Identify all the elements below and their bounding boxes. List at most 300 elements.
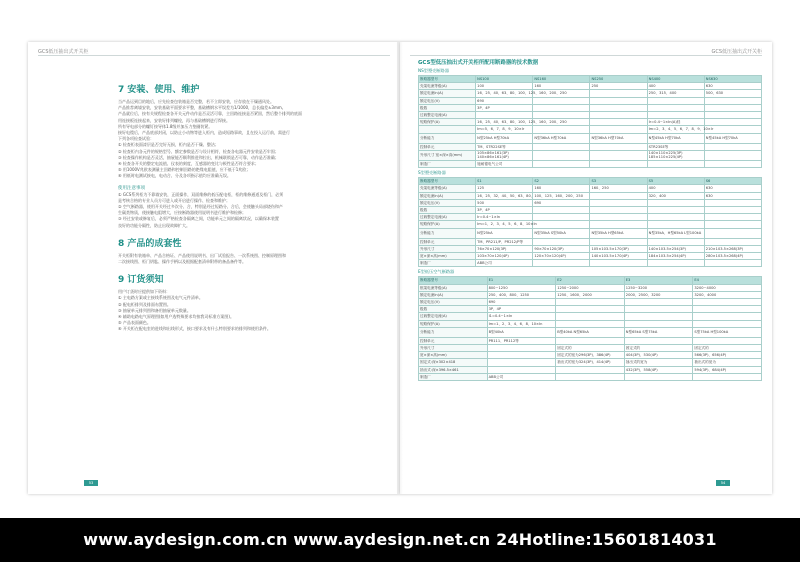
table-cell: 630	[704, 185, 761, 192]
table-cell: Im=2、3、4、5、6、7、8、9、10×Ir	[648, 127, 714, 132]
table-cell	[647, 199, 704, 206]
row-label: 分断能力	[419, 228, 476, 238]
table-cell	[704, 260, 761, 267]
row-label: 外形尺寸	[419, 345, 488, 352]
table-cell: 16、25、40、63、80、100、125、160、200、250	[477, 120, 567, 125]
ordering-items	[118, 295, 378, 332]
running-head: GCS低压抽出式开关柜	[711, 49, 762, 55]
table-cell	[647, 214, 704, 221]
table-title: S型塑壳断路器	[418, 170, 446, 176]
table-cell	[556, 299, 625, 306]
row-label: 制造厂	[419, 161, 476, 168]
row-label: 控制单元	[419, 337, 488, 344]
row-label: 宽×深×高(mm)	[419, 352, 488, 359]
table-cell	[590, 260, 647, 267]
table-cell	[533, 260, 590, 267]
table-cell	[704, 104, 761, 111]
check-item: ⑥ 用低时电测试接电，电动合、分及各项指示值均应准确无误。	[118, 173, 231, 179]
running-head: GCS低压抽出式开关柜	[38, 49, 89, 55]
table-title: NS型塑壳断路器	[418, 68, 449, 73]
table-row	[419, 277, 762, 284]
table-cell: B型40kA N型65kA	[556, 327, 625, 337]
table-cell: NS100	[476, 76, 533, 83]
table-cell	[624, 373, 693, 380]
table-cell: Ir=0.4~1×In(A)档	[647, 119, 704, 126]
table-cell	[487, 345, 556, 352]
section-title-ordering: 9 订货须知	[118, 275, 164, 286]
header-rule	[410, 55, 762, 56]
table-cell	[556, 337, 625, 344]
row-label: 极数	[419, 306, 488, 313]
table-cell: 400	[647, 185, 704, 192]
table-cell: 固定式的	[624, 345, 693, 352]
row-label: 制造厂	[419, 373, 488, 380]
table-cell: E1	[487, 277, 556, 284]
order-item: ⑤ 产品表面颜色。	[118, 320, 151, 326]
table-cell	[533, 161, 590, 168]
table-row	[419, 126, 762, 133]
table-cell: N型25kA	[476, 228, 533, 238]
row-label: 额定电压(V)	[419, 199, 476, 206]
table-cell: E3	[624, 277, 693, 284]
row-label: 抽出式:深×396.5×461	[419, 366, 488, 373]
table-cell: 3P、4P	[476, 207, 533, 214]
table-cell: 184×103.5×254(4P)	[647, 253, 704, 260]
table-cell	[704, 199, 761, 206]
table-cell: 16、25、40、63、80、100、125、160、200、250	[477, 91, 567, 96]
table-cell: 3200~4000	[693, 284, 762, 291]
table-cell: Im=1、2、3、4、6、8、10×In	[487, 320, 556, 327]
table-cell: 90×70×120(3P)	[533, 245, 590, 252]
table-cell	[590, 90, 647, 97]
table-cell	[624, 299, 693, 306]
table-row	[419, 185, 762, 192]
table-cell	[693, 313, 762, 320]
table-cell: S2	[533, 178, 590, 185]
table-cell: 140×103.5×254(3P)	[647, 245, 704, 252]
row-label: 制造厂	[419, 260, 476, 267]
row-label: 极数	[419, 104, 476, 111]
table-cell: S3	[590, 178, 647, 185]
table-cell	[590, 143, 647, 150]
table-cell: 690	[487, 299, 556, 306]
table-cell	[704, 150, 761, 160]
table-cell: 690	[476, 97, 533, 104]
table-cell: Im=1、2、3、4、5、6、8、10×In	[477, 222, 537, 227]
table-cell: N型35kA H型65kA	[590, 228, 647, 238]
table-cell	[590, 207, 647, 214]
table-cell	[487, 359, 556, 366]
table-cell: NS250	[590, 76, 647, 83]
table-cell: N型35kA S型50kA	[533, 228, 590, 238]
footer-banner	[0, 518, 800, 562]
note-line: ③ 经过安装或修复后，必须严格检查各隔离之间，功能单元之间的隔离状况，以确保本装置	[118, 216, 279, 222]
spec-table	[418, 177, 762, 267]
table-cell: 500、630	[704, 90, 761, 97]
table-cell: N型36kA H型70kA	[533, 133, 590, 143]
table-cell: 16、25、32、40、50、63、80、100、125、160、200、250	[477, 193, 583, 198]
table-row	[419, 104, 762, 111]
table-cell: I1=0.4~1×In	[487, 313, 556, 320]
table-cell	[693, 337, 762, 344]
table-cell: 固定式的宽为296(3P)、386(4P)	[556, 352, 625, 359]
table-cell: 404(3P)、530(4P)	[624, 352, 693, 359]
notes-title: 使用注意事项	[118, 185, 145, 191]
row-label: 外形尺寸	[419, 245, 476, 252]
completeness-paragraphs	[118, 253, 378, 265]
row-label: 断路器型号	[419, 76, 476, 83]
table-cell	[704, 238, 761, 245]
table-row	[419, 178, 762, 185]
table-cell: 800~1250	[487, 284, 556, 291]
breaker-tables	[418, 68, 762, 381]
table-cell: Ir=0.4~1×In	[476, 214, 533, 221]
table-cell	[487, 352, 556, 359]
table-cell: 250、315、400	[647, 90, 704, 97]
row-label: 过载整定电流(A)	[419, 112, 476, 119]
row-label: 过载整定电流(A)	[419, 313, 488, 320]
section-title-completeness: 8 产品的成套性	[118, 238, 182, 249]
table-row	[419, 214, 762, 221]
table-cell: 抽出式的宽为	[693, 359, 762, 366]
table-cell	[590, 221, 647, 228]
table-row	[419, 150, 762, 160]
order-item: ② 配电柜排列及排面布置图。	[118, 301, 171, 307]
table-cell	[590, 97, 647, 104]
table-cell	[704, 143, 761, 150]
table-cell	[590, 199, 647, 206]
table-cell	[590, 192, 647, 199]
table-cell: 210×103.5×268(3P)	[704, 245, 761, 252]
row-label: 额定电压(V)	[419, 299, 488, 306]
table-cell: 施耐德电气公司	[476, 161, 533, 168]
table-cell	[476, 112, 533, 119]
order-item: ④ 辅助电路电气原理图(如用户选特殊要求均按我司标准方案图)。	[118, 314, 234, 320]
body-line: 开关柜附有装箱单、产品合格证、产品使用说明书、出厂试验报告、一次系统图、控制原理图和	[118, 252, 286, 258]
row-label: 框架电流等级(A)	[419, 284, 488, 291]
table-cell	[590, 150, 647, 160]
table-cell: 280×103.5×268(4P)	[704, 253, 761, 260]
usage-notes	[118, 192, 378, 229]
table-cell: 1250、1600、2000	[556, 291, 625, 298]
tech-data-title: GCS型低压抽出式开关柜所配用断路器的技术数据	[418, 60, 539, 66]
table-cell: 160、250	[590, 185, 647, 192]
table-row	[419, 192, 762, 199]
table-cell	[533, 97, 590, 104]
table-row	[419, 119, 762, 126]
table-cell: E4	[693, 277, 762, 284]
page-number: 53	[84, 480, 98, 486]
table-cell	[533, 104, 590, 111]
table-cell: 250	[590, 83, 647, 90]
table-row	[419, 337, 762, 344]
table-cell: 630	[704, 83, 761, 90]
table-cell: 3P、4P	[487, 306, 556, 313]
body-line: 所有导电部分的螺钉按导体1.8级并加压力垫圈装紧。	[118, 123, 213, 129]
table-row	[419, 366, 762, 373]
table-row	[419, 112, 762, 119]
table-row	[419, 228, 762, 238]
table-cell	[704, 112, 761, 119]
table-cell	[533, 112, 590, 119]
table-row	[419, 313, 762, 320]
table-cell	[704, 161, 761, 168]
body-line: 产品推荐离墙安装，安装基础平面要求平整，基础槽钢水平误差为1/1000，总长偏差±3mm。	[118, 105, 286, 111]
row-label: 短路保护(A)	[419, 221, 476, 228]
table-cell: NS630	[704, 76, 761, 83]
table-row	[419, 161, 762, 168]
table-cell: 594(3P)、684(4P)	[693, 366, 762, 373]
table-row	[419, 253, 762, 260]
banner-text: www.aydesign.com.cn www.aydesign.net.cn 24Hotline:15601814031	[83, 530, 717, 549]
table-cell: 76×70×120(3P)	[476, 245, 533, 252]
row-label: 断路器型号	[419, 277, 488, 284]
left-column	[118, 82, 378, 333]
table-cell: 140×103.5×170(4P)	[590, 253, 647, 260]
body-line: 当产品运到目的地后，应先检查包装箱是否完整，若不立即安装，应存放在干燥通风处。	[118, 99, 274, 104]
table-cell: N型36kA H型70kA	[590, 133, 647, 143]
note-line: 是考核合格的专业人员方可进入或开启进行操作、检查和维护；	[118, 197, 230, 203]
table-cell	[647, 112, 704, 119]
table-cell	[704, 214, 761, 221]
body-line: 二次接线图、柜门钥匙、操作手柄以及根据配套清单附带的备品备件等。	[118, 259, 246, 265]
table-cell	[647, 97, 704, 104]
row-label: 壳架电流等级(A)	[419, 185, 476, 192]
table-cell	[556, 320, 625, 327]
table-row	[419, 320, 762, 327]
body-line: 接好电缆后，产品底部封闭，以防止小动物等进入柜内，造成短路事故，且在投入运行前，需进行	[118, 130, 290, 136]
table-cell	[533, 214, 590, 221]
table-cell: N型45kA H型70kA	[704, 133, 761, 143]
note-line: ① GCS系列柜为不靠墙安装，正面操作，双面维修的低压配电柜，柜的维修通道及柜门，必须	[118, 191, 284, 197]
table-cell: 432(3P)、558(4P)	[624, 366, 693, 373]
table-cell	[704, 119, 761, 126]
table-cell	[556, 366, 625, 373]
check-item: ② 检查柜内各元件的规格型号、额定参数是否与设计相符，检查各电器元件安装是否牢固；	[118, 148, 279, 154]
table-row	[419, 207, 762, 214]
table-cell	[624, 306, 693, 313]
table-cell: TM、PR211/P、PR212/P等	[476, 238, 533, 245]
table-cell: STR23SE等	[647, 143, 704, 150]
table-cell: 抽出式的宽为	[624, 359, 693, 366]
row-label: 控制单元	[419, 238, 476, 245]
header-rule	[38, 55, 390, 56]
table-cell: 2000、2500、3200	[624, 291, 693, 298]
row-label: 断路器型号	[419, 178, 476, 185]
spec-table	[418, 75, 762, 168]
table-row	[419, 143, 762, 150]
table-row	[419, 238, 762, 245]
table-cell: B型40kA	[487, 327, 556, 337]
install-paragraphs	[118, 99, 378, 142]
install-checklist	[118, 142, 378, 179]
table-cell: N型45kA H型70kA	[647, 133, 704, 143]
table-cell: 固定式的	[556, 345, 625, 352]
row-label: 壳架电流等级(A)	[419, 83, 476, 90]
table-cell	[647, 221, 704, 228]
table-cell: 105×103.5×170(3P)	[590, 245, 647, 252]
note-line: 良好的功能分隔性，防止出现故障扩大。	[118, 222, 190, 228]
page-number: 54	[716, 480, 730, 486]
table-cell: E2	[556, 277, 625, 284]
table-row	[419, 260, 762, 267]
table-cell	[556, 306, 625, 313]
table-cell: 160	[533, 83, 590, 90]
body-line: 下列各项检查试验：	[118, 136, 154, 142]
table-row	[419, 284, 762, 291]
table-cell	[693, 306, 762, 313]
table-cell	[704, 97, 761, 104]
table-cell: NS160	[533, 76, 590, 83]
table-title: E型低压空气断路器	[418, 269, 455, 275]
table-row	[419, 133, 762, 143]
table-cell: 1250~3200	[624, 284, 693, 291]
row-label: 过载整定电流(A)	[419, 214, 476, 221]
table-row	[419, 90, 762, 97]
table-cell	[624, 313, 693, 320]
body-line: 用连接板连接起来，安装好排列螺栓，再与基础槽钢进行焊接。	[118, 117, 230, 123]
table-cell	[556, 373, 625, 380]
table-cell	[556, 313, 625, 320]
table-cell: 630	[704, 192, 761, 199]
body-line: 产品就位后，按有关规程检查各开关元件动作是否灵活可靠，主回路连接是否紧固，然后整个排列的底面	[118, 111, 302, 117]
table-row	[419, 306, 762, 313]
row-label: 额定电流In(A)	[419, 291, 488, 298]
table-cell	[704, 207, 761, 214]
table-cell	[533, 221, 590, 228]
table-cell: 140×110×225(3P) 185×110×225(4P)	[647, 150, 704, 160]
order-item: ① 主电路方案或主接线系统图及电气元件清单。	[118, 295, 203, 301]
row-label: 短路保护(A)	[419, 320, 488, 327]
table-cell	[533, 238, 590, 245]
check-item: ⑤ 用1000V兆欧表测量主回路和控制回路的绝缘电阻值，应不低于1兆欧；	[118, 167, 251, 173]
row-label	[419, 126, 476, 133]
row-label: 额定电流In(A)	[419, 90, 476, 97]
table-cell	[624, 320, 693, 327]
table-row	[419, 299, 762, 306]
row-label: 控制单元	[419, 143, 476, 150]
table-cell: 103×70×120(4P)	[476, 253, 533, 260]
spine-shadow	[397, 42, 403, 494]
table-cell: 3P、4P	[476, 104, 533, 111]
table-cell: 250、400、800、1250	[487, 291, 556, 298]
table-cell: NS400	[647, 76, 704, 83]
table-row	[419, 245, 762, 252]
row-label: 分断能力	[419, 327, 488, 337]
table-cell	[647, 161, 704, 168]
table-row	[419, 291, 762, 298]
table-cell	[704, 221, 761, 228]
table-cell	[647, 238, 704, 245]
table-row	[419, 327, 762, 337]
table-row	[419, 352, 762, 359]
table-cell	[590, 119, 647, 126]
check-item: ③ 检查操作机构是否灵活，抽屉能否顺利推进和拉出，机械联锁是否可靠，动作是否准确；	[118, 154, 279, 160]
table-cell	[487, 366, 556, 373]
left-page	[28, 42, 400, 494]
table-cell: TM、STR22SE等	[476, 143, 533, 150]
note-line: 生碳类物质，使接触电阻增大，应按断路器使用说明书进行维护和检修；	[118, 210, 246, 216]
table-cell: N型25kA H型70kA	[476, 133, 533, 143]
table-cell: 400	[647, 83, 704, 90]
spec-table	[418, 276, 762, 381]
row-label: 极数	[419, 207, 476, 214]
table-cell: S5	[647, 178, 704, 185]
row-label: 分断能力	[419, 133, 476, 143]
ordering-intro: 用户订货时应提供如下资料：	[118, 289, 170, 295]
table-cell: 690	[533, 199, 590, 206]
order-item: ⑥ 开关柜在配电室的进线和出线形式，接口要求及有什么特别要求的排列和使用条件。	[118, 326, 271, 332]
check-item: ④ 检查各开关的整定电流值、仪表的刻度，互感器的变比与极性是否符合要求；	[118, 161, 259, 167]
row-label: 固定式:深×302×418	[419, 359, 488, 366]
table-cell	[590, 126, 647, 133]
table-cell: 120×70×120(4P)	[533, 253, 590, 260]
table-cell: 105×86×161(3P) 140×86×161(4P)	[476, 150, 533, 160]
note-line: ② 空气断路器，使用开关经过多次分、合，特别是经过短路分、合后，会使触头局部烧伤和产	[118, 204, 283, 210]
brochure-spread	[28, 42, 772, 494]
table-cell	[647, 104, 704, 111]
table-cell: 566(3P)、656(4P)	[693, 352, 762, 359]
table-cell: N型65kA S型75kA	[624, 327, 693, 337]
table-cell	[704, 228, 761, 238]
table-cell: 抽出式的宽为324(3P)、414(4P)	[556, 359, 625, 366]
table-cell: S型75kA H型100kA	[693, 327, 762, 337]
table-cell: 160	[533, 185, 590, 192]
table-cell	[693, 320, 762, 327]
table-cell: S6	[704, 178, 761, 185]
table-row	[419, 221, 762, 228]
table-cell: 固定式的	[693, 345, 762, 352]
right-column	[418, 58, 762, 382]
right-page	[400, 42, 772, 494]
table-cell	[693, 299, 762, 306]
table-cell	[647, 260, 704, 267]
section-title-install: 7 安装、使用、维护	[118, 85, 200, 95]
table-cell	[533, 143, 590, 150]
table-row	[419, 359, 762, 366]
row-label: 外形尺寸 宽×深×高(mm)	[419, 150, 476, 160]
row-label: 短路保护(A)	[419, 119, 476, 126]
table-cell: ABB公司	[487, 373, 556, 380]
table-row	[419, 345, 762, 352]
table-cell: 125	[476, 185, 533, 192]
table-cell	[647, 207, 704, 214]
table-cell: 100	[476, 83, 533, 90]
table-cell: 3200、4000	[693, 291, 762, 298]
table-cell	[533, 150, 590, 160]
table-cell: ABB公司	[476, 260, 533, 267]
check-item: ① 检查柜表面漆层是否完好无损，柜内是否干燥、整洁；	[118, 142, 219, 148]
table-cell: 500	[476, 199, 533, 206]
table-row	[419, 97, 762, 104]
table-cell	[590, 214, 647, 221]
table-cell	[590, 161, 647, 168]
table-row	[419, 83, 762, 90]
table-row	[419, 76, 762, 83]
row-label: 额定电流In(A)	[419, 192, 476, 199]
table-cell: Im=5、6、7、8、9、10×Ir	[476, 126, 533, 133]
table-cell	[590, 238, 647, 245]
table-cell: S1	[476, 178, 533, 185]
table-cell: 1250~2000	[556, 284, 625, 291]
row-label: 额定电压(V)	[419, 97, 476, 104]
table-cell: PR111、PR112等	[487, 337, 556, 344]
table-cell	[590, 104, 647, 111]
order-item: ③ 抽屉单元排列图和备用抽屉单元数量。	[118, 307, 191, 313]
table-cell: N型35kA、H型65kA L型100kA	[647, 228, 704, 238]
table-cell	[533, 207, 590, 214]
table-cell: 320、400	[647, 192, 704, 199]
